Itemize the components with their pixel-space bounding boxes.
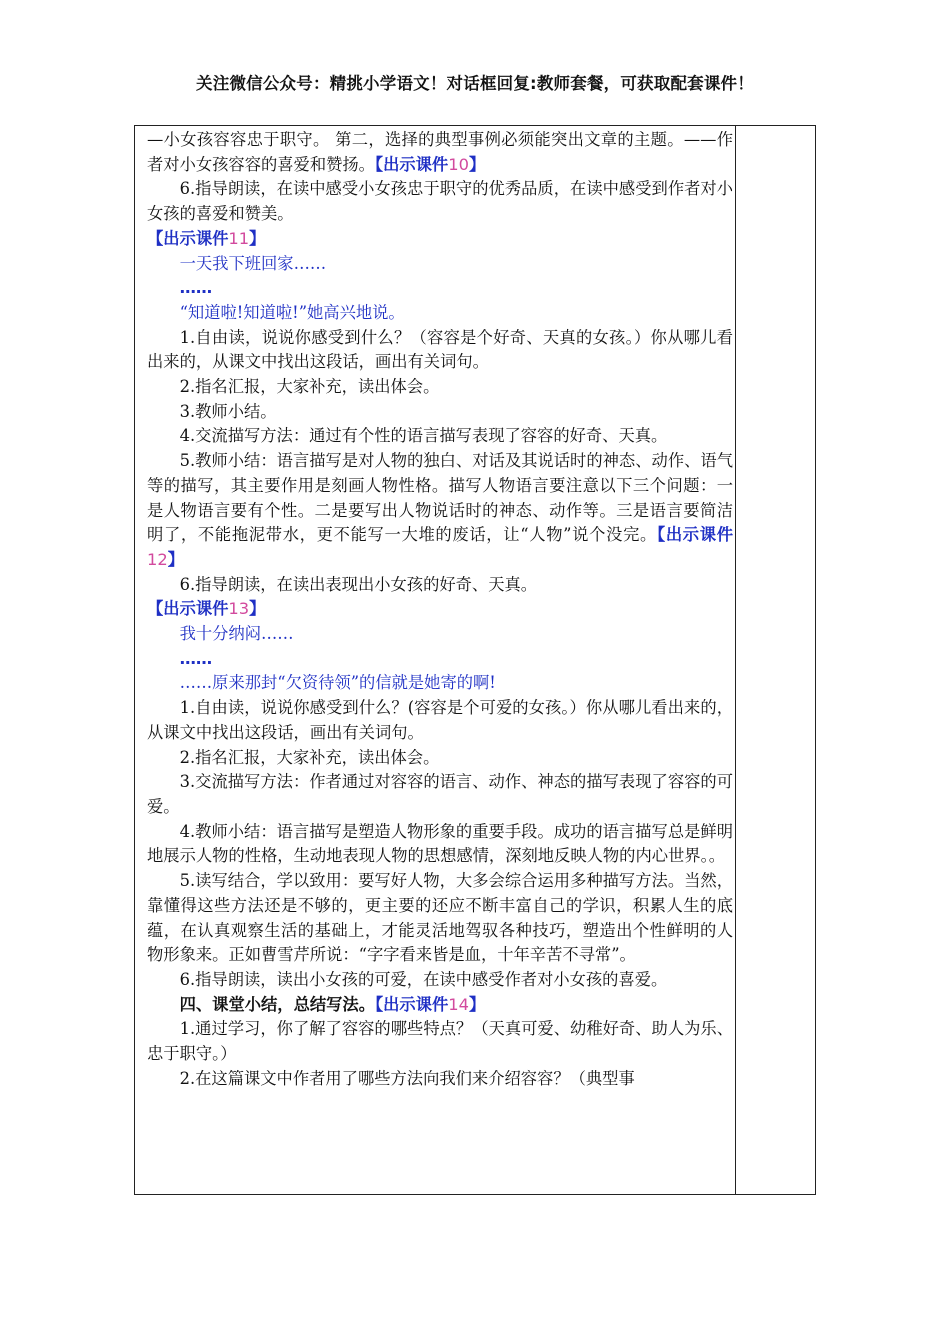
paragraph: 2.在这篇课文中作者用了哪些方法向我们来介绍容容？（典型事 <box>179 1068 635 1088</box>
paragraph: 6.指导朗读，在读出表现出小女孩的好奇、天真。 <box>179 574 538 594</box>
paragraph: 1.自由读，说说你感受到什么？（容容是个好奇、天真的女孩。）你从哪儿看出来的，从课文中找出这段话，画出有关词句。 <box>147 327 733 372</box>
paragraph: 1.通过学习，你了解了容容的哪些特点？（天真可爱、幼稚好奇、助人为乐、忠于职守。） <box>147 1019 733 1064</box>
page-header: 关注微信公众号：精挑小学语文！对话框回复:教师套餐，可获取配套课件！ <box>196 74 754 93</box>
paragraph: —小女孩容容忠于职守。 第二，选择的典型事例必须能突出文章的主题。——作者对小女孩容容的喜爱和赞扬。【出示课件10】 <box>147 130 733 174</box>
paragraph: 1.自由读，说说你感受到什么？(容容是个可爱的女孩。）你从哪儿看出来的，从课文中找出这段话，画出有关词句。 <box>147 698 733 742</box>
paragraph: 4.教师小结：语言描写是塑造人物形象的重要手段。成功的语言描写总是鲜明地展示人物的性格，生动地表现人物的思想感情，深刻地反映人物的内心世界。。 <box>147 821 733 866</box>
quote-ellipsis: …… <box>179 278 213 298</box>
quote-line: 一天我下班回家…… <box>179 253 327 273</box>
section-heading: 四、课堂小结，总结写法。【出示课件14】 <box>179 994 486 1014</box>
paragraph: 3.交流描写方法：作者通过对容容的语言、动作、神态的描写表现了容容的可爱。 <box>147 772 733 816</box>
kejian-marker: 【出示课件12】 <box>147 525 733 569</box>
quote-line: ……原来那封“欠资待领”的信就是她寄的啊! <box>179 673 496 693</box>
paragraph: 6.指导朗读，读出小女孩的可爱，在读中感受作者对小女孩的喜爱。 <box>179 969 668 989</box>
paragraph: 6.指导朗读，在读中感受小女孩忠于职守的优秀品质，在读中感受到作者对小女孩的喜爱和赞美。 <box>147 179 733 224</box>
quote-line: “知道啦!知道啦!”她高兴地说。 <box>179 302 405 322</box>
paragraph: 2.指名汇报，大家补充，读出体会。 <box>179 377 440 397</box>
kejian-marker: 【出示课件10】 <box>374 154 486 174</box>
kejian-marker: 【出示课件14】 <box>374 994 486 1014</box>
kejian-marker: 【出示课件13】 <box>147 599 266 619</box>
lesson-content <box>147 128 733 1091</box>
kejian-marker: 【出示课件11】 <box>147 228 266 248</box>
quote-line: 我十分纳闷…… <box>179 624 294 644</box>
paragraph: 2.指名汇报，大家补充，读出体会。 <box>179 747 440 767</box>
paragraph: 5.读写结合，学以致用：要写好人物，大多会综合运用多种描写方法。当然，靠懂得这些方法还是不够的，更主要的还应不断丰富自己的学识，积累人生的底蕴，在认真观察生活的基础上，才能灵活地驾驭各种技巧，塑造出个性鲜明的人物形象来。正如曹雪芹所说：“字字看来皆是血，十年辛苦不寻常”。 <box>147 871 733 965</box>
paragraph: 5.教师小结：语言描写是对人物的独白、对话及其说话时的神态、动作、语气等的描写，其主要作用是刻画人物性格。描写人物语言要注意以下三个问题：一是人物语言要有个性。二是要写出人物说话时的神态、动作等。三是语言要简洁明了，不能拖泥带水，更不能写一大堆的废话，让“人物”说个没完。【出示课件12】 <box>147 451 733 569</box>
paragraph: 3.教师小结。 <box>179 401 277 421</box>
quote-ellipsis: …… <box>179 648 213 668</box>
lesson-table <box>134 125 816 1195</box>
paragraph: 4.交流描写方法：通过有个性的语言描写表现了容容的好奇、天真。 <box>179 426 668 446</box>
column-divider <box>735 126 736 1194</box>
